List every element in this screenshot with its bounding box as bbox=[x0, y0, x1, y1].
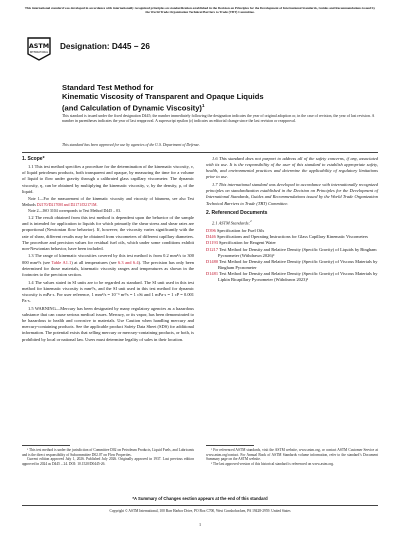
summary-of-changes-note: *A Summary of Changes section appears at the end of this standard bbox=[132, 496, 268, 501]
ref-code[interactable]: D1217 bbox=[206, 246, 219, 252]
para-1-3-a: 1.3 The range of kinematic viscosities covered by this test method is from 0.2 mm²/s to 300 000 mm²/s (see bbox=[22, 253, 194, 265]
title-line-1: Standard Test Method for bbox=[62, 83, 154, 92]
left-column bbox=[22, 156, 194, 344]
table-a1-1-link[interactable]: Table A1.1 bbox=[51, 259, 72, 265]
ref-item bbox=[206, 271, 378, 283]
para-1-6: 1.6 This standard does not purport to address all of the safety concerns, if any, associated with its use. It is the responsibility of the user of this standard to establish appropriate safety, health, and environmental practices and determine the applicability of regulatory limitations prior to use. bbox=[206, 156, 378, 180]
note-1 bbox=[22, 196, 194, 206]
para-1-5: 1.5 WARNING—Mercury has been designated by many regulatory agencies as a hazardous substance that can cause serious medical issues. Mercury, or its vapor, has been demonstrated to be hazardous to health and corrosive to materials. Use Caution when handling mercury and mercury-containing products. See the applicable product Safety Data Sheet (SDS) for additional information. The potential exists that selling mercury or mercury-containing products, or both, is prohibited by local or national law. Users must determine legality of sales in their location. bbox=[22, 305, 194, 342]
designation: Designation: D445 − 26 bbox=[60, 42, 150, 51]
para-1-2: 1.2 The result obtained from this test method is dependent upon the behavior of the sample and is intended for application to liquids for which primarily the shear stress and shear rates are proportional (Newtonian flow behavior). If, however, the viscosity varies significantly with the rate of shear, different results may be obtained from viscometers of different capillary diameters. The procedure and precision values for residual fuel oils, which under some conditions exhibit non-Newtonian behavior, have been included. bbox=[22, 215, 194, 251]
footnote-1: ¹ This test method is under the jurisdiction of Committee D02 on Petroleum Products, Liquid Fuels, and Lubricants and is the direct responsibility of Subcommittee D02.07 on Flow Properties. bbox=[22, 448, 194, 457]
ref-title: Test Method for Density and Relative Density (Specific Gravity) of Liquids by Bingham Pycnometer (Withdrawn 2026)³ bbox=[218, 246, 377, 258]
page-number: 1 bbox=[198, 522, 202, 527]
footnote-rule-right bbox=[206, 445, 254, 446]
title-line-3: (and Calculation of Dynamic Viscosity) bbox=[62, 103, 202, 113]
ref-title: Test Method for Density and Relative Density (Specific Gravity) of Viscous Materials by Bingham Pycnometer bbox=[218, 258, 378, 270]
astm-standards-footnote-mark: 2 bbox=[250, 218, 252, 223]
copyright: Copyright © ASTM International, 100 Barr Harbor Drive, PO Box C700, West Conshohocken, PA 19428-2959. United States bbox=[109, 509, 291, 513]
note-1-links[interactable]: D2170/D2170M and D2171/D2171M bbox=[36, 201, 97, 207]
right-column bbox=[206, 156, 378, 283]
footnote-2: ² For referenced ASTM standards, visit the ASTM website, www.astm.org, or contact ASTM Customer Service at www.astm.org/contact. For Annual Book of ASTM Standards volume information, refer to the standard’s Document Summary page on the ASTM website. bbox=[206, 448, 378, 462]
ref-code[interactable]: D1480 bbox=[206, 258, 219, 264]
copyright-rule bbox=[22, 505, 378, 506]
referenced-heading: 2. Referenced Documents bbox=[206, 209, 268, 216]
para-1-3 bbox=[22, 253, 194, 278]
footnotes-right bbox=[206, 448, 378, 466]
header-rule bbox=[22, 152, 378, 153]
ref-item bbox=[206, 259, 378, 271]
issuance-statement: This standard is issued under the fixed designation D445; the number immediately following the designation indicates the year of original adoption or, in the case of revision, the year of last revision. A number in parentheses indicates the year of last reapproval. A superscript epsilon (ε) indicates an editorial change since the last revision or reapproval. bbox=[62, 114, 375, 124]
title-footnote-mark: 1 bbox=[201, 103, 205, 108]
title-line-2: Kinematic Viscosity of Transparent and Opaque Liquids bbox=[62, 92, 264, 101]
ref-title: Specifications and Operating Instructions for Glass Capillary Kinematic Viscometers bbox=[215, 234, 368, 240]
para-1-3-b: ) at all temperatures (see bbox=[71, 259, 119, 265]
para-1-4: 1.4 The values stated in SI units are to be regarded as standard. The SI unit used in this test method for kinematic viscosity is mm²/s, and the SI unit used in this test method for dynamic viscosity is mPa·s. For user reference, 1 mm²/s = 10⁻⁶ m²/s = 1 cSt and 1 mPa·s = 1 cP = 0.001 Pa·s. bbox=[22, 279, 194, 304]
para-1-3-c: ). The precision has only been determined for those materials, kinematic viscosity ranges and temperatures as shown in the footnotes to the precision section. bbox=[22, 259, 194, 277]
note-2: Note 2—ISO 3104 corresponds to Test Method D445 – 03. bbox=[28, 208, 122, 214]
astm-standards-sub bbox=[206, 218, 378, 227]
ref-code[interactable]: D396 bbox=[206, 228, 216, 234]
astm-logo bbox=[26, 36, 52, 62]
dod-approval: This standard has been approved for use by agencies of the U.S. Department of Defense. bbox=[62, 143, 200, 147]
wto-notice: This international standard was developed in accordance with internationally recognized principles on standardization established in the Decision on Principles for the Development of International Standards, Guides and Recommendations issued by the World Trade Organization Technical Barriers to Trade (TBT) Committee. bbox=[24, 6, 376, 15]
para-1-1: 1.1 This test method specifies a procedure for the determination of the kinematic viscosity, ν, of liquid petroleum products, both transparent and opaque, by measuring the time for a volume of liquid to flow under gravity through a calibrated glass capillary viscometer. The dynamic viscosity, η, can be obtained by multiplying the kinematic viscosity, ν, by the density, ρ, of the liquid. bbox=[22, 164, 194, 194]
note-1-end: . bbox=[96, 201, 98, 207]
logo-subtext: INTERNATIONAL bbox=[29, 51, 49, 54]
ref-item bbox=[206, 247, 378, 259]
ref-code[interactable]: D1481 bbox=[206, 271, 219, 277]
note-1-text: Note 1—For the measurement of the kinematic viscosity and viscosity of bitumens, see also Test Methods bbox=[22, 196, 194, 207]
logo-text: ASTM bbox=[28, 42, 50, 50]
document-title bbox=[62, 83, 362, 113]
section-6-link[interactable]: 6.3 and 6.4 bbox=[118, 259, 139, 265]
ref-code[interactable]: D446 bbox=[206, 234, 216, 240]
footnote-3: ³ The last approved version of this historical standard is referenced on www.astm.org. bbox=[211, 461, 334, 466]
ref-code[interactable]: D1193 bbox=[206, 240, 218, 246]
ref-title: Specification for Fuel Oils bbox=[215, 228, 265, 234]
footnote-rule-left bbox=[22, 445, 70, 446]
para-1-7: 1.7 This international standard was developed in accordance with internationally recognized principles on standardization established in the Decision on Principles for the Development of International Standards, Guides and Recommendations issued by the World Trade Organization Technical Barriers to Trade (TBT) Committee. bbox=[206, 182, 378, 206]
ref-title: Test Method for Density and Relative Density (Specific Gravity) of Viscous Materials by Lipkin Bicapillary Pycnometer (Withdrawn 2023)³ bbox=[218, 271, 378, 283]
footnotes-left bbox=[22, 448, 194, 466]
footnote-1-edition: Current edition approved July 1, 2026. Published July 2026. Originally approved in 1937. Last previous edition approved in 2024 as D445 – 24. DOI: 10.1520/D0445-26. bbox=[22, 457, 194, 466]
ref-title: Specification for Reagent Water bbox=[217, 240, 276, 246]
astm-standards-label: 2.1 ASTM Standards: bbox=[212, 220, 251, 226]
scope-heading: 1. Scope* bbox=[22, 156, 45, 162]
